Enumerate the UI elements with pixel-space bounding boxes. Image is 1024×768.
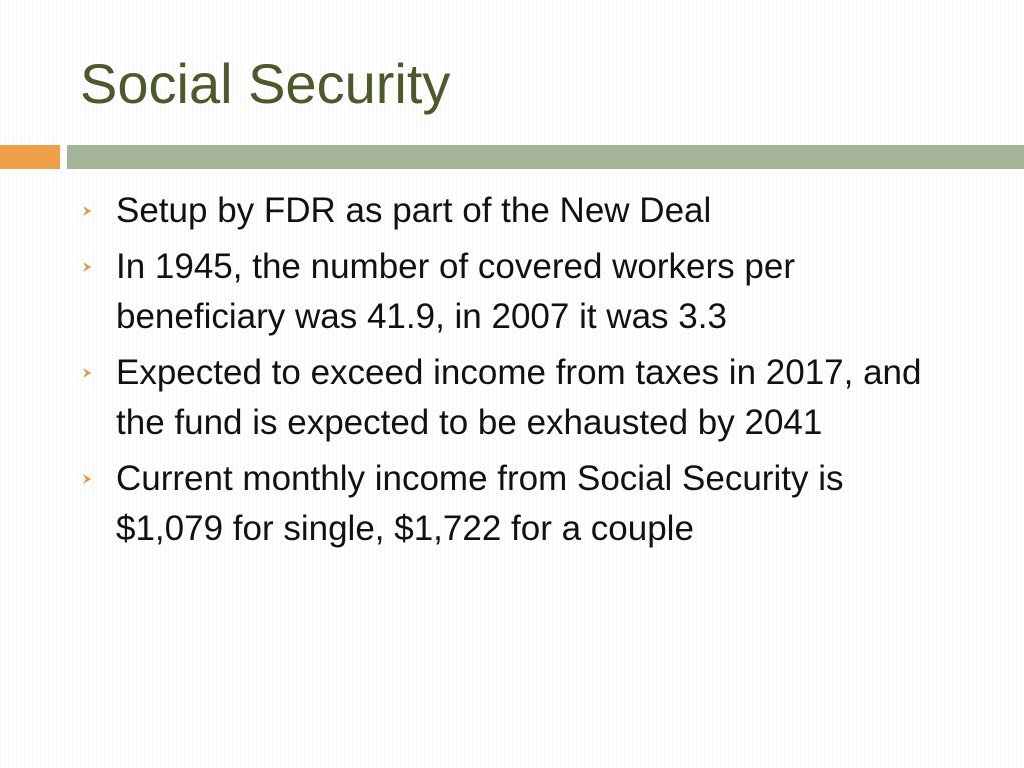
bullet-item (80, 242, 960, 342)
title-rule-green (67, 145, 1024, 169)
bullet-item (80, 348, 960, 448)
chevron-right-icon (81, 454, 101, 504)
bullet-text: Expected to exceed income from taxes in 2017, and the fund is expected to be exhausted by 2041 (116, 353, 922, 442)
bullet-item (80, 454, 960, 554)
slide-title: Social Security (80, 52, 451, 115)
bullet-text: Current monthly income from Social Security is $1,079 for single, $1,722 for a couple (116, 459, 844, 548)
chevron-right-icon (81, 186, 101, 236)
title-rule-orange (0, 145, 60, 169)
chevron-right-icon (81, 348, 101, 398)
chevron-right-icon (81, 242, 101, 292)
bullet-item (80, 186, 960, 236)
bullet-text: In 1945, the number of covered workers per beneficiary was 41.9, in 2007 it was 3.3 (116, 247, 795, 336)
bullet-text: Setup by FDR as part of the New Deal (116, 191, 712, 230)
bullet-list (80, 186, 960, 560)
